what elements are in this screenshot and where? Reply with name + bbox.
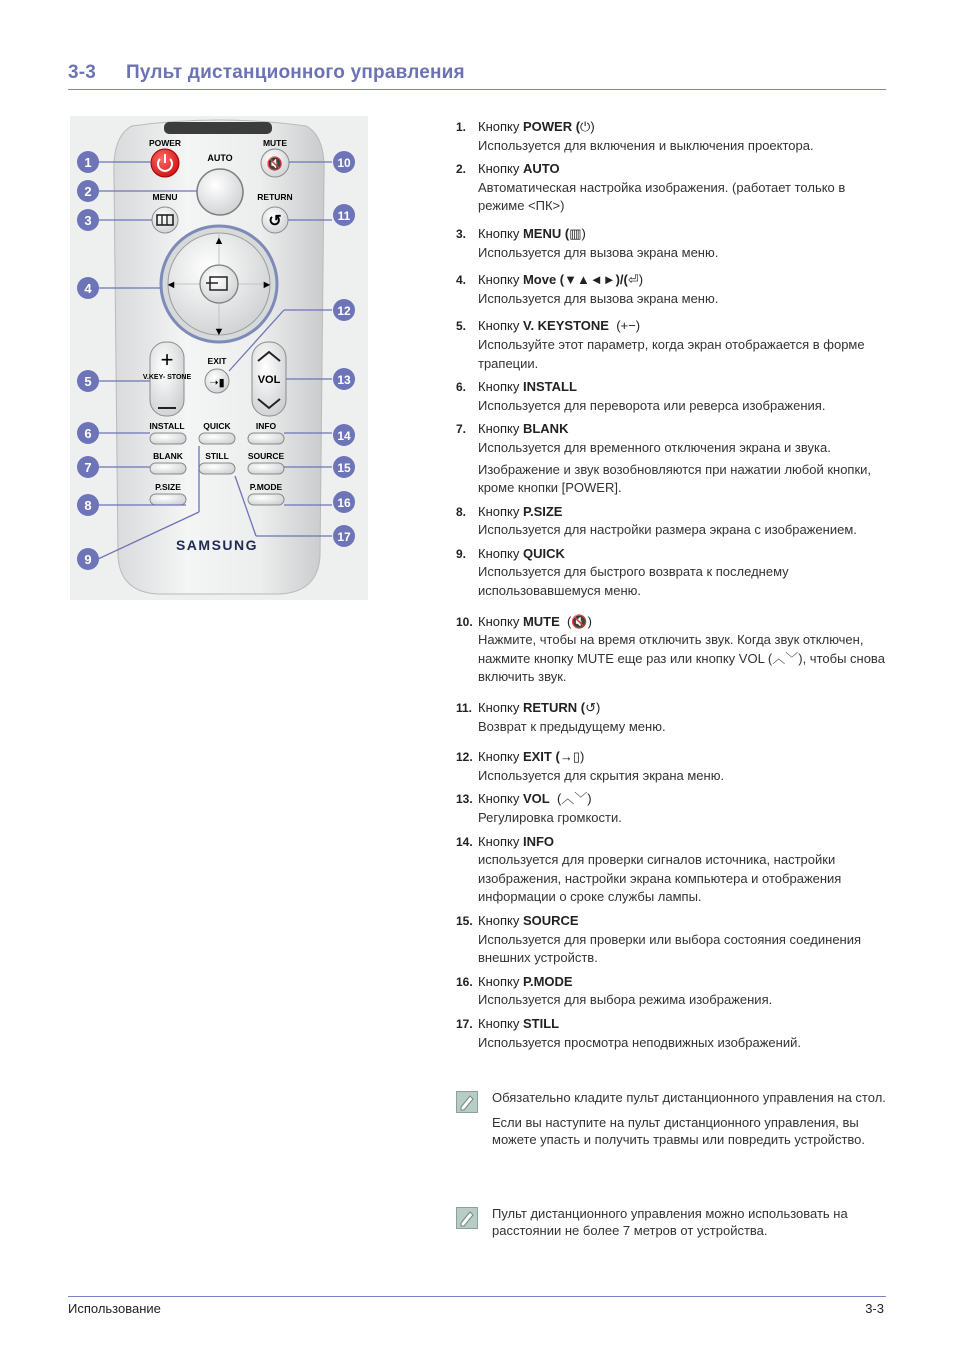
item-name: P.MODE xyxy=(522,973,573,989)
install-label: INSTALL xyxy=(149,421,185,431)
callout-5 xyxy=(77,370,99,392)
psize-label: P.SIZE xyxy=(155,482,181,492)
item-description: Автоматическая настройка изображения. (работает только в режиме <ПК>) xyxy=(478,179,846,214)
item-suffix: ) xyxy=(638,272,644,288)
keystone-icon: (+−) xyxy=(616,318,641,334)
callout-1-text: 1 xyxy=(84,155,92,170)
item-description: Регулировка громкости. xyxy=(478,810,622,825)
item-description: Используется для вызова экрана меню. xyxy=(478,290,719,306)
ir-window xyxy=(164,122,272,134)
item-name: AUTO xyxy=(522,161,560,177)
item-name: INSTALL xyxy=(522,379,577,395)
item-description: Используется для вызова экрана меню. xyxy=(478,244,719,260)
callout-12-text: 12 xyxy=(337,304,351,318)
item-heading xyxy=(478,118,886,137)
mute-icon: (🔇) xyxy=(567,613,592,629)
item-name: MENU ( xyxy=(522,225,570,241)
item-number: 14. xyxy=(456,834,473,849)
quick-button[interactable] xyxy=(199,433,235,444)
list-item xyxy=(456,378,886,415)
source-button[interactable] xyxy=(248,463,284,474)
item-prefix: Кнопку xyxy=(478,503,523,519)
menu-button[interactable] xyxy=(152,207,178,233)
item-number: 10. xyxy=(456,614,473,629)
item-number: 13. xyxy=(456,792,473,807)
note-icon xyxy=(456,1091,478,1113)
exit-icon: →▯ xyxy=(559,749,580,765)
callout-13 xyxy=(333,368,355,390)
note-text: Пульт дистанционного управления можно использовать на расстоянии не более 7 метров от устройства. xyxy=(492,1206,848,1238)
list-item xyxy=(456,748,886,785)
callout-9-text: 9 xyxy=(84,552,92,567)
item-prefix: Кнопку xyxy=(478,379,523,395)
item-name: RETURN ( xyxy=(522,700,586,716)
info-label: INFO xyxy=(255,421,277,431)
item-number: 6. xyxy=(456,380,467,395)
item-description: Используется для переворота или реверса изображения. xyxy=(478,397,826,413)
source-label: SOURCE xyxy=(247,451,285,461)
page-number: 3-3 xyxy=(865,1301,884,1316)
vol-icon: (︿﹀) xyxy=(556,791,592,807)
psize-button[interactable] xyxy=(150,494,186,505)
callout-14-text: 14 xyxy=(337,429,351,443)
item-number: 5. xyxy=(456,319,467,334)
item-description: Используется для настройки размера экрана с изображением. xyxy=(478,522,857,538)
vkeystone-label: V.KEY- STONE xyxy=(142,374,192,381)
list-item xyxy=(456,790,886,827)
header-rule xyxy=(68,89,886,90)
callout-2 xyxy=(77,180,99,202)
item-name: V. KEYSTONE xyxy=(522,318,609,334)
item-heading xyxy=(478,790,886,809)
item-number: 4. xyxy=(456,273,467,288)
section-number: 3-3 xyxy=(68,62,97,83)
item-name: POWER ( xyxy=(522,119,581,134)
callout-14 xyxy=(333,424,355,446)
list-item xyxy=(456,503,886,540)
mute-label: MUTE xyxy=(262,138,288,148)
list-item xyxy=(456,225,886,262)
item-heading xyxy=(478,1015,886,1034)
item-name: SOURCE xyxy=(522,912,579,928)
item-description: используется для проверки сигналов источника, настройки изображения, настройки экрана компьютера и отображения информации о сроке службы лампы. xyxy=(478,852,842,905)
item-description: Используется для проверки или выбора состояния соединения внешних устройств. xyxy=(478,931,862,966)
item-heading xyxy=(478,699,886,718)
callout-12 xyxy=(333,299,355,321)
callout-11 xyxy=(333,204,355,226)
item-description: Используется для временного отключения экрана и звука. xyxy=(478,439,831,455)
item-suffix: ) xyxy=(579,749,585,765)
item-prefix: Кнопку xyxy=(478,613,523,629)
callout-17 xyxy=(333,525,355,547)
arrow-down-icon[interactable]: ▼ xyxy=(213,326,225,338)
item-description: Используется для выбора режима изображения. xyxy=(478,992,773,1008)
item-number: 9. xyxy=(456,546,467,561)
item-prefix: Кнопку xyxy=(478,161,523,177)
note-icon xyxy=(456,1207,478,1229)
callout-8 xyxy=(77,494,99,516)
item-prefix: Кнопку xyxy=(478,700,523,716)
callout-6-text: 6 xyxy=(84,426,92,441)
note-1 xyxy=(456,1089,886,1155)
section-title-text: Пульт дистанционного управления xyxy=(126,62,465,83)
item-number: 2. xyxy=(456,162,467,177)
item-name: STILL xyxy=(522,1015,560,1031)
note-2 xyxy=(456,1205,886,1246)
item-description: Возврат к предыдущему меню. xyxy=(478,718,666,734)
power-label: POWER xyxy=(148,138,182,148)
item-description: Используется для скрытия экрана меню. xyxy=(478,767,725,783)
callout-11-text: 11 xyxy=(337,209,351,223)
callout-3-text: 3 xyxy=(84,213,92,228)
item-suffix: ) xyxy=(581,225,586,241)
list-item xyxy=(456,317,886,373)
item-name: QUICK xyxy=(522,545,565,561)
item-number: 17. xyxy=(456,1016,473,1031)
item-heading xyxy=(478,378,886,397)
still-button[interactable] xyxy=(199,463,235,474)
item-prefix: Кнопку xyxy=(478,225,523,241)
item-prefix: Кнопку xyxy=(478,1015,523,1031)
list-item xyxy=(456,613,886,687)
item-prefix: Кнопку xyxy=(478,791,523,807)
still-label: STILL xyxy=(205,451,229,461)
menu-label: MENU xyxy=(152,192,178,202)
keystone-plus-icon[interactable]: + xyxy=(160,347,174,372)
return-icon: ↺ xyxy=(268,213,282,230)
item-number: 16. xyxy=(456,974,473,989)
item-description: Нажмите, чтобы на время отключить звук. Когда звук отключен, нажмите кнопку MUTE еще раз или кнопку VOL (︿﹀), чтобы снова включить звук. xyxy=(478,632,885,685)
item-heading xyxy=(478,225,886,244)
quick-label: QUICK xyxy=(203,421,231,431)
item-heading xyxy=(478,420,886,439)
item-prefix: Кнопку xyxy=(478,973,523,989)
power-icon: ⏻ xyxy=(580,119,591,134)
item-name: P.SIZE xyxy=(522,503,563,519)
item-heading xyxy=(478,160,886,179)
list-item xyxy=(456,1015,886,1052)
callout-1 xyxy=(77,151,99,173)
footer-section: Использование xyxy=(68,1301,161,1316)
item-description: Используется просмотра неподвижных изображений. xyxy=(478,1034,801,1050)
item-prefix: Кнопку xyxy=(478,912,523,928)
item-heading xyxy=(478,613,886,632)
item-prefix: Кнопку xyxy=(478,833,523,849)
list-item xyxy=(456,545,886,601)
callout-15-text: 15 xyxy=(337,461,351,475)
button-descriptions xyxy=(456,118,886,1057)
item-description-extra: Изображение и звук возобновляются при нажатии любой кнопки, кроме кнопки [POWER]. xyxy=(478,461,872,496)
callout-17-text: 17 xyxy=(337,530,351,544)
item-prefix: Кнопку xyxy=(478,318,523,334)
return-label: RETURN xyxy=(257,192,293,202)
item-name: INFO xyxy=(522,833,555,849)
list-item xyxy=(456,271,886,308)
callout-7 xyxy=(77,456,99,478)
item-prefix: Кнопку xyxy=(478,421,523,437)
callout-4 xyxy=(77,277,99,299)
callout-16 xyxy=(333,491,355,513)
item-prefix: Кнопку xyxy=(478,749,523,765)
item-description: Используйте этот параметр, когда экран отображается в форме трапеции. xyxy=(478,336,865,371)
item-name: EXIT ( xyxy=(522,749,560,765)
menu-icon: ▥ xyxy=(569,225,582,241)
list-item xyxy=(456,912,886,968)
blank-label: BLANK xyxy=(153,451,183,461)
item-name: VOL xyxy=(522,791,550,807)
item-description: Используется для быстрого возврата к последнему использовавшемуся меню. xyxy=(478,564,789,599)
item-number: 7. xyxy=(456,422,467,437)
remote-illustration xyxy=(70,116,368,600)
item-heading xyxy=(478,545,886,564)
callout-7-text: 7 xyxy=(84,460,92,475)
item-number: 3. xyxy=(456,226,467,241)
item-description: Используется для включения и выключения проектора. xyxy=(478,137,814,153)
arrow-up-icon[interactable]: ▲ xyxy=(213,235,225,247)
list-item xyxy=(456,118,886,155)
install-button[interactable] xyxy=(150,433,186,444)
list-item xyxy=(456,699,886,736)
blank-button[interactable] xyxy=(150,463,186,474)
mute-icon: 🔇 xyxy=(266,156,284,171)
callout-5-text: 5 xyxy=(84,374,92,389)
callout-10-text: 10 xyxy=(337,156,351,170)
item-number: 8. xyxy=(456,504,467,519)
list-item xyxy=(456,420,886,497)
callout-8-text: 8 xyxy=(84,498,92,513)
item-name: MUTE xyxy=(522,613,560,629)
enter-icon: ⏎ xyxy=(627,272,639,288)
auto-label: AUTO xyxy=(207,153,233,163)
item-number: 1. xyxy=(456,120,467,134)
item-heading xyxy=(478,503,886,522)
note-text: Если вы наступите на пульт дистанционного управления, вы можете упасть и получить травмы или повредить устройство. xyxy=(492,1115,866,1147)
item-number: 15. xyxy=(456,913,473,928)
list-item xyxy=(456,833,886,907)
callout-9 xyxy=(77,548,99,570)
item-prefix: Кнопку xyxy=(478,119,523,134)
list-item xyxy=(456,973,886,1010)
item-heading xyxy=(478,317,886,336)
item-heading xyxy=(478,912,886,931)
item-name: BLANK xyxy=(522,421,569,437)
item-prefix: Кнопку xyxy=(478,272,523,288)
footer-rule xyxy=(68,1296,886,1297)
callout-3 xyxy=(77,209,99,231)
callout-16-text: 16 xyxy=(337,496,351,510)
pmode-label: P.MODE xyxy=(249,482,283,492)
item-heading xyxy=(478,973,886,992)
callout-2-text: 2 xyxy=(84,184,92,199)
vol-label: VOL xyxy=(257,374,281,386)
item-name: Move (▼▲◄►)/( xyxy=(522,272,628,288)
callout-13-text: 13 xyxy=(337,373,351,387)
samsung-logo: SAMSUNG xyxy=(175,537,259,553)
callout-10 xyxy=(333,151,355,173)
info-button[interactable] xyxy=(248,433,284,444)
exit-icon: ➝▮ xyxy=(209,377,225,389)
item-suffix: ) xyxy=(590,119,595,134)
section-title xyxy=(68,62,465,84)
arrow-left-icon[interactable]: ◄ xyxy=(165,279,177,291)
exit-label: EXIT xyxy=(207,356,227,366)
list-item xyxy=(456,160,886,216)
pmode-button[interactable] xyxy=(248,494,284,505)
return-icon: ↺ xyxy=(585,700,596,716)
note-text: Обязательно кладите пульт дистанционного управления на стол. xyxy=(492,1090,886,1105)
item-number: 11. xyxy=(456,701,473,716)
callout-4-text: 4 xyxy=(84,281,92,296)
item-number: 12. xyxy=(456,750,473,765)
item-heading xyxy=(478,833,886,852)
item-heading xyxy=(478,748,886,767)
arrow-right-icon[interactable]: ► xyxy=(261,279,273,291)
enter-button[interactable] xyxy=(200,265,238,303)
item-suffix: ) xyxy=(595,700,601,716)
item-prefix: Кнопку xyxy=(478,545,523,561)
callout-15 xyxy=(333,456,355,478)
item-heading xyxy=(478,271,886,290)
callout-6 xyxy=(77,422,99,444)
auto-button[interactable] xyxy=(197,169,243,215)
